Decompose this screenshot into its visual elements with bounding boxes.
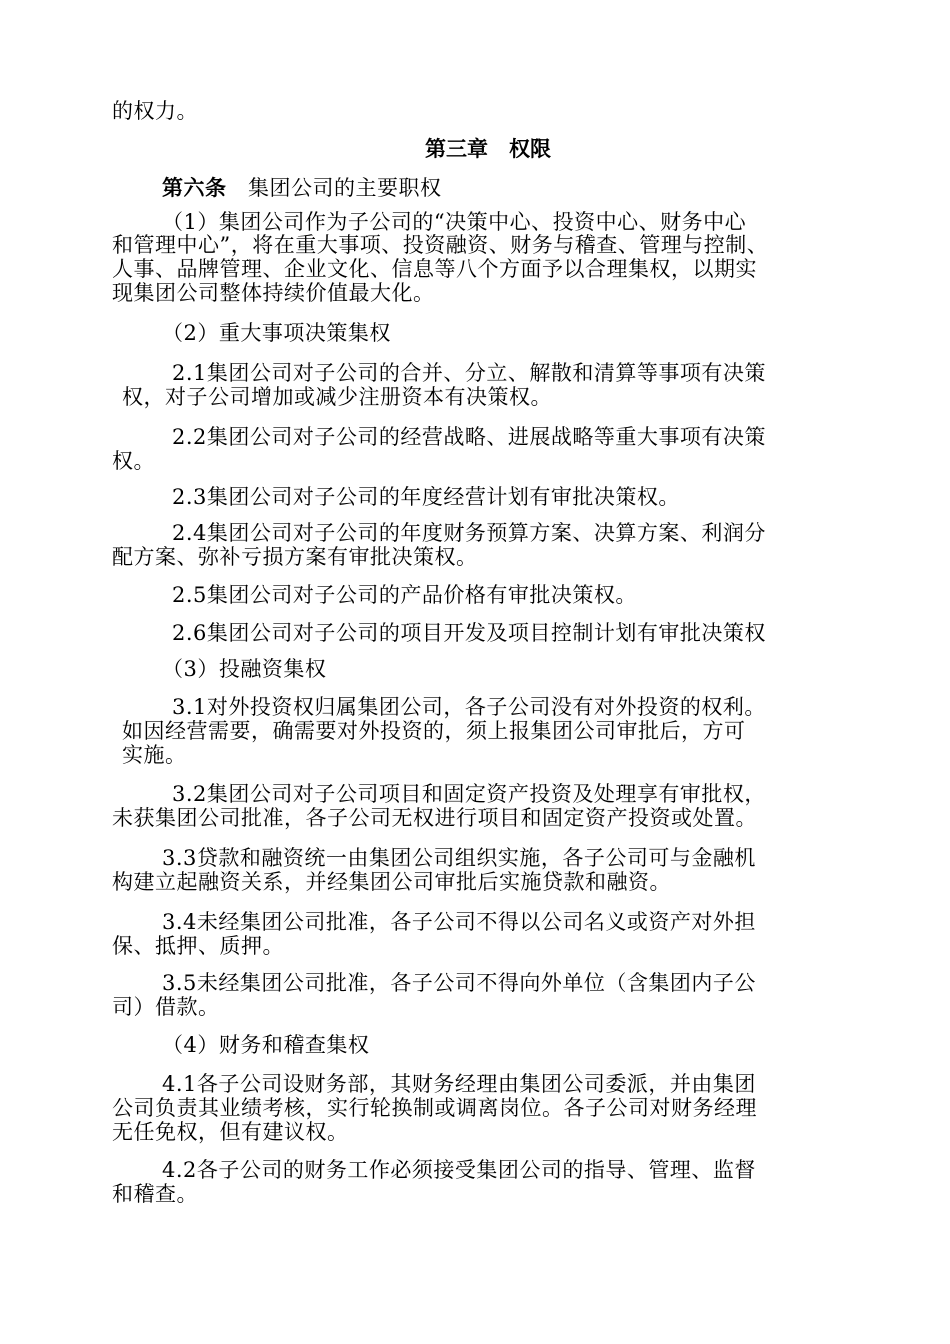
paragraph-line: 2.1集团公司对子公司的合并、分立、解散和清算等事项有决策 (172, 361, 766, 385)
paragraph-line: 公司负责其业绩考核，实行轮换制或调离岗位。各子公司对财务经理 (112, 1096, 757, 1120)
paragraph-line: 4.2各子公司的财务工作必须接受集团公司的指导、管理、监督 (162, 1158, 756, 1182)
paragraph-line: 4.1各子公司设财务部，其财务经理由集团公司委派，并由集团 (162, 1072, 756, 1096)
paragraph-line: 人事、品牌管理、企业文化、信息等八个方面予以合理集权，以期实 (112, 257, 757, 281)
paragraph-line: 2.4集团公司对子公司的年度财务预算方案、决算方案、利润分 (172, 521, 766, 545)
paragraph-line: 权。 (112, 449, 155, 473)
continued-text-line: 的权力。 (112, 99, 198, 123)
paragraph-line: 和管理中心”，将在重大事项、投资融资、财务与稽查、管理与控制、 (112, 233, 769, 257)
section-heading: （3）投融资集权 (162, 657, 327, 681)
paragraph-line: 3.5未经集团公司批准，各子公司不得向外单位（含集团内子公 (162, 971, 756, 995)
chapter-title: 第三章 权限 (425, 136, 551, 161)
paragraph-line: 实施。 (122, 743, 187, 767)
paragraph-line: 3.3贷款和融资统一由集团公司组织实施，各子公司可与金融机 (162, 846, 756, 870)
paragraph-line: 3.2集团公司对子公司项目和固定资产投资及处理享有审批权， (172, 782, 766, 806)
paragraph-line: 如因经营需要，确需要对外投资的，须上报集团公司审批后，方可 (122, 719, 746, 743)
paragraph-line: 2.6集团公司对子公司的项目开发及项目控制计划有审批决策权 (172, 621, 766, 645)
paragraph-line: 无任免权，但有建议权。 (112, 1120, 349, 1144)
paragraph-line: 构建立起融资关系，并经集团公司审批后实施贷款和融资。 (112, 870, 671, 894)
paragraph-line: 2.3集团公司对子公司的年度经营计划有审批决策权。 (172, 485, 680, 509)
paragraph-line: 3.1对外投资权归属集团公司，各子公司没有对外投资的权利。 (172, 695, 766, 719)
paragraph-line: 2.2集团公司对子公司的经营战略、进展战略等重大事项有决策 (172, 425, 766, 449)
paragraph-line: 保、抵押、质押。 (112, 934, 284, 958)
paragraph-line: 3.4未经集团公司批准，各子公司不得以公司名义或资产对外担 (162, 910, 756, 934)
article-title: 集团公司的主要职权 (226, 176, 442, 200)
paragraph-line: 和稽查。 (112, 1182, 198, 1206)
article-heading (162, 176, 442, 200)
paragraph-line: 2.5集团公司对子公司的产品价格有审批决策权。 (172, 583, 637, 607)
paragraph-line: 现集团公司整体持续价值最大化。 (112, 281, 435, 305)
section-heading: （4）财务和稽查集权 (162, 1033, 370, 1057)
paragraph-line: 司）借款。 (112, 995, 220, 1019)
paragraph-line: 权，对子公司增加或减少注册资本有决策权。 (122, 385, 552, 409)
paragraph-line: 配方案、弥补亏损方案有审批决策权。 (112, 545, 478, 569)
paragraph-line: 未获集团公司批准，各子公司无权进行项目和固定资产投资或处置。 (112, 806, 757, 830)
section-heading: （2）重大事项决策集权 (162, 321, 391, 345)
article-label: 第六条 (162, 175, 227, 200)
paragraph-line: （1）集团公司作为子公司的“决策中心、投资中心、财务中心 (162, 210, 747, 234)
